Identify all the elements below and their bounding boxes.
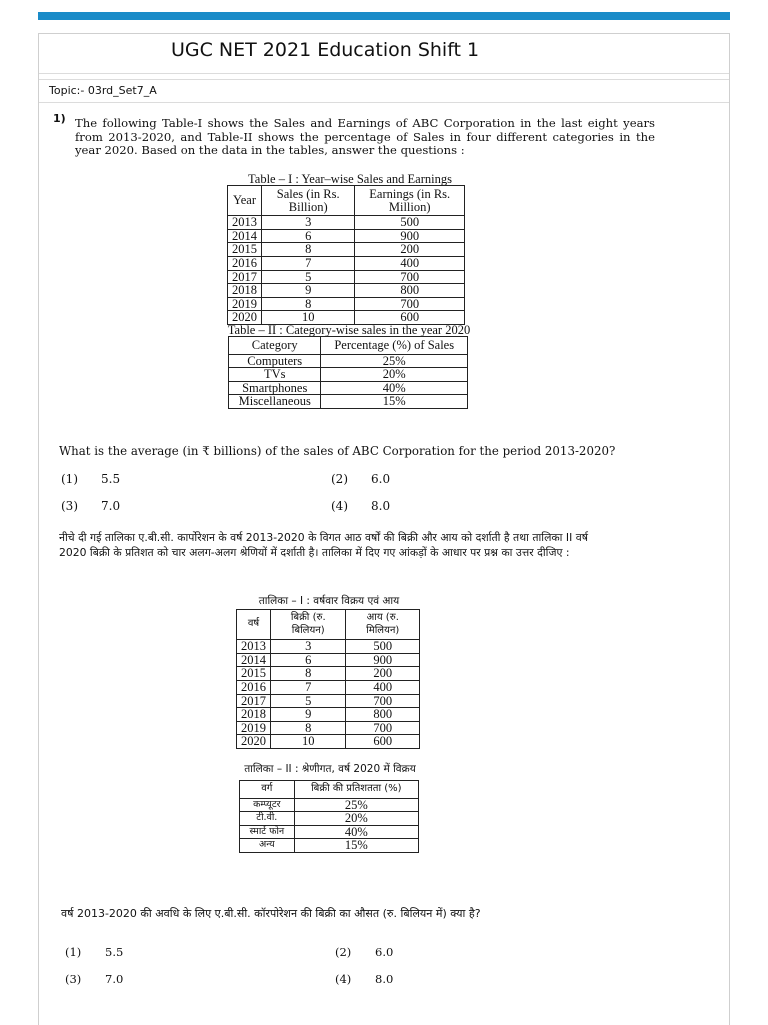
table-row bbox=[240, 839, 419, 853]
table-header-cell: Earnings (in Rs. Million) bbox=[355, 186, 465, 216]
table-cell: 20% bbox=[294, 812, 418, 826]
table-cell: 700 bbox=[346, 694, 420, 708]
table-cell: 6 bbox=[262, 229, 355, 243]
top-accent-bar bbox=[38, 12, 730, 20]
table-header-cell: Category bbox=[229, 337, 321, 355]
table-cell: 2016 bbox=[237, 680, 271, 694]
table-cell: 2019 bbox=[237, 721, 271, 735]
table-cell: 700 bbox=[355, 270, 465, 284]
table-cell: 2020 bbox=[237, 735, 271, 749]
table-cell: 10 bbox=[271, 735, 346, 749]
table-cell: 700 bbox=[346, 721, 420, 735]
table-row bbox=[237, 640, 420, 654]
table-row bbox=[229, 354, 468, 368]
table-row bbox=[237, 735, 420, 749]
table-row bbox=[240, 798, 419, 812]
table-cell: 9 bbox=[262, 284, 355, 298]
table-row bbox=[229, 381, 468, 395]
table2-en-caption: Table – II : Category-wise sales in the year 2020 bbox=[227, 323, 471, 337]
table-cell: 2019 bbox=[228, 297, 262, 311]
table-cell: 8 bbox=[262, 297, 355, 311]
table-cell: 2015 bbox=[237, 667, 271, 681]
question-english: What is the average (in ₹ billions) of the sales of ABC Corporation for the period 2013-2020? bbox=[59, 444, 616, 458]
table-cell: 6 bbox=[271, 653, 346, 667]
table-header-cell: Year bbox=[228, 186, 262, 216]
table-row bbox=[229, 395, 468, 409]
option-value: 6.0 bbox=[371, 472, 391, 486]
intro-english: The following Table-I shows the Sales and Earnings of ABC Corporation in the last eight years from 2013-2020, and Table-II shows the percentage of Sales in four different categories in the year 2020. Based on the data in the tables, answer the questions : bbox=[75, 116, 655, 158]
option-number: (3) bbox=[65, 972, 82, 986]
option-number: (2) bbox=[335, 945, 352, 959]
table-row bbox=[237, 694, 420, 708]
table-row bbox=[240, 825, 419, 839]
table1-hi bbox=[236, 609, 420, 749]
question-panel bbox=[38, 33, 730, 1025]
table-row bbox=[237, 667, 420, 681]
option-2-en[interactable] bbox=[331, 472, 390, 486]
table-cell: 700 bbox=[355, 297, 465, 311]
option-value: 8.0 bbox=[371, 499, 391, 513]
table-cell: 800 bbox=[346, 708, 420, 722]
table-cell: 2018 bbox=[228, 284, 262, 298]
table-cell: 5 bbox=[271, 694, 346, 708]
table-row bbox=[237, 680, 420, 694]
table2-en bbox=[228, 336, 468, 409]
option-1-en[interactable] bbox=[61, 472, 120, 486]
option-value: 6.0 bbox=[375, 945, 394, 959]
table-cell: 2015 bbox=[228, 243, 262, 257]
option-number: (3) bbox=[61, 499, 78, 513]
table-cell: 600 bbox=[346, 735, 420, 749]
table-row bbox=[228, 256, 465, 270]
table-cell: 8 bbox=[271, 667, 346, 681]
table-cell: TVs bbox=[229, 368, 321, 382]
table-cell: Smartphones bbox=[229, 381, 321, 395]
table2-hi bbox=[239, 780, 419, 853]
table-header-cell: वर्ष bbox=[237, 610, 271, 640]
table-cell: 800 bbox=[355, 284, 465, 298]
table-cell: 15% bbox=[321, 395, 468, 409]
table1-hi-caption: तालिका – I : वर्षवार विक्रय एवं आय bbox=[258, 595, 400, 607]
table-cell: 3 bbox=[262, 216, 355, 230]
option-value: 7.0 bbox=[101, 499, 121, 513]
table-row bbox=[240, 812, 419, 826]
table1-en bbox=[227, 185, 465, 325]
table-cell: Miscellaneous bbox=[229, 395, 321, 409]
table-cell: 40% bbox=[294, 825, 418, 839]
table-cell: 2016 bbox=[228, 256, 262, 270]
table-row bbox=[228, 229, 465, 243]
table-cell: 2013 bbox=[237, 640, 271, 654]
table-cell: टी.वी. bbox=[240, 812, 295, 826]
table-row bbox=[237, 721, 420, 735]
table-cell: 10 bbox=[262, 311, 355, 325]
table-cell: 600 bbox=[355, 311, 465, 325]
table-cell: 2017 bbox=[237, 694, 271, 708]
table-cell: 500 bbox=[355, 216, 465, 230]
table-header-row bbox=[229, 337, 468, 355]
topic-label: Topic:- 03rd_Set7_A bbox=[39, 79, 729, 103]
table-cell: 200 bbox=[346, 667, 420, 681]
table-cell: 2013 bbox=[228, 216, 262, 230]
table-cell: 9 bbox=[271, 708, 346, 722]
table-cell: 20% bbox=[321, 368, 468, 382]
table-cell: 2018 bbox=[237, 708, 271, 722]
table-header-cell: Percentage (%) of Sales bbox=[321, 337, 468, 355]
option-number: (1) bbox=[65, 945, 82, 959]
table-row bbox=[237, 653, 420, 667]
table-cell: 200 bbox=[355, 243, 465, 257]
table-row bbox=[228, 270, 465, 284]
table-cell: 900 bbox=[346, 653, 420, 667]
option-number: (4) bbox=[331, 499, 348, 513]
table-cell: 8 bbox=[271, 721, 346, 735]
option-number: (2) bbox=[331, 472, 348, 486]
option-value: 7.0 bbox=[105, 972, 124, 986]
table-row bbox=[228, 284, 465, 298]
question-number: 1) bbox=[53, 112, 66, 125]
table1-en-caption: Table – I : Year–wise Sales and Earnings bbox=[248, 172, 452, 186]
table-cell: 15% bbox=[294, 839, 418, 853]
table-cell: 400 bbox=[346, 680, 420, 694]
table-cell: 500 bbox=[346, 640, 420, 654]
table-cell: 2017 bbox=[228, 270, 262, 284]
table-cell: 400 bbox=[355, 256, 465, 270]
option-value: 5.5 bbox=[101, 472, 121, 486]
table-cell: स्मार्ट फोन bbox=[240, 825, 295, 839]
intro-hindi: नीचे दी गई तालिका ए.बी.सी. कार्पोरेशन के वर्ष 2013-2020 के विगत आठ वर्षों की बिक्री और आय को दर्शाती है तथा तालिका II वर्ष 2020 बिक्री के प्रतिशत को चार अलग-अलग श्रेणियों में दर्शाती है। तालिका में दिए गए आंकड़ों के आधार पर प्रश्न का उत्तर दीजिए : bbox=[59, 531, 588, 559]
table-header-cell: बिक्री (रु. बिलियन) bbox=[271, 610, 346, 640]
table-row bbox=[237, 708, 420, 722]
table-row bbox=[228, 297, 465, 311]
option-3-en[interactable] bbox=[61, 499, 120, 513]
table-cell: 7 bbox=[271, 680, 346, 694]
option-number: (4) bbox=[335, 972, 352, 986]
table-cell: 2014 bbox=[228, 229, 262, 243]
table-header-cell: बिक्री की प्रतिशतता (%) bbox=[294, 781, 418, 799]
table-cell: 8 bbox=[262, 243, 355, 257]
question-hindi: वर्ष 2013-2020 की अवधि के लिए ए.बी.सी. कॉरपोरेशन की बिक्री का औसत (रु. बिलियन में) क्या है? bbox=[61, 907, 481, 920]
table-cell: 7 bbox=[262, 256, 355, 270]
table-cell: 40% bbox=[321, 381, 468, 395]
table-row bbox=[228, 243, 465, 257]
option-number: (1) bbox=[61, 472, 78, 486]
table-cell: 900 bbox=[355, 229, 465, 243]
table-row bbox=[229, 368, 468, 382]
option-value: 8.0 bbox=[375, 972, 394, 986]
table-cell: 5 bbox=[262, 270, 355, 284]
table-cell: 2014 bbox=[237, 653, 271, 667]
table-cell: 2020 bbox=[228, 311, 262, 325]
table-header-row bbox=[240, 781, 419, 799]
table-header-cell: आय (रु. मिलियन) bbox=[346, 610, 420, 640]
table-cell: 25% bbox=[321, 354, 468, 368]
page-title: UGC NET 2021 Education Shift 1 bbox=[39, 34, 729, 74]
table-cell: Computers bbox=[229, 354, 321, 368]
option-4-hi[interactable] bbox=[335, 972, 393, 986]
option-1-hi[interactable] bbox=[65, 945, 123, 959]
table-cell: 25% bbox=[294, 798, 418, 812]
table-cell: 3 bbox=[271, 640, 346, 654]
option-4-en[interactable] bbox=[331, 499, 390, 513]
table-header-row bbox=[228, 186, 465, 216]
table-header-row bbox=[237, 610, 420, 640]
option-value: 5.5 bbox=[105, 945, 124, 959]
table-header-cell: वर्ग bbox=[240, 781, 295, 799]
table-cell: कम्प्यूटर bbox=[240, 798, 295, 812]
table-cell: अन्य bbox=[240, 839, 295, 853]
table-header-cell: Sales (in Rs. Billion) bbox=[262, 186, 355, 216]
table2-hi-caption: तालिका – II : श्रेणीगत, वर्ष 2020 में विक्रय bbox=[244, 763, 416, 775]
option-2-hi[interactable] bbox=[335, 945, 393, 959]
option-3-hi[interactable] bbox=[65, 972, 123, 986]
table-row bbox=[228, 216, 465, 230]
